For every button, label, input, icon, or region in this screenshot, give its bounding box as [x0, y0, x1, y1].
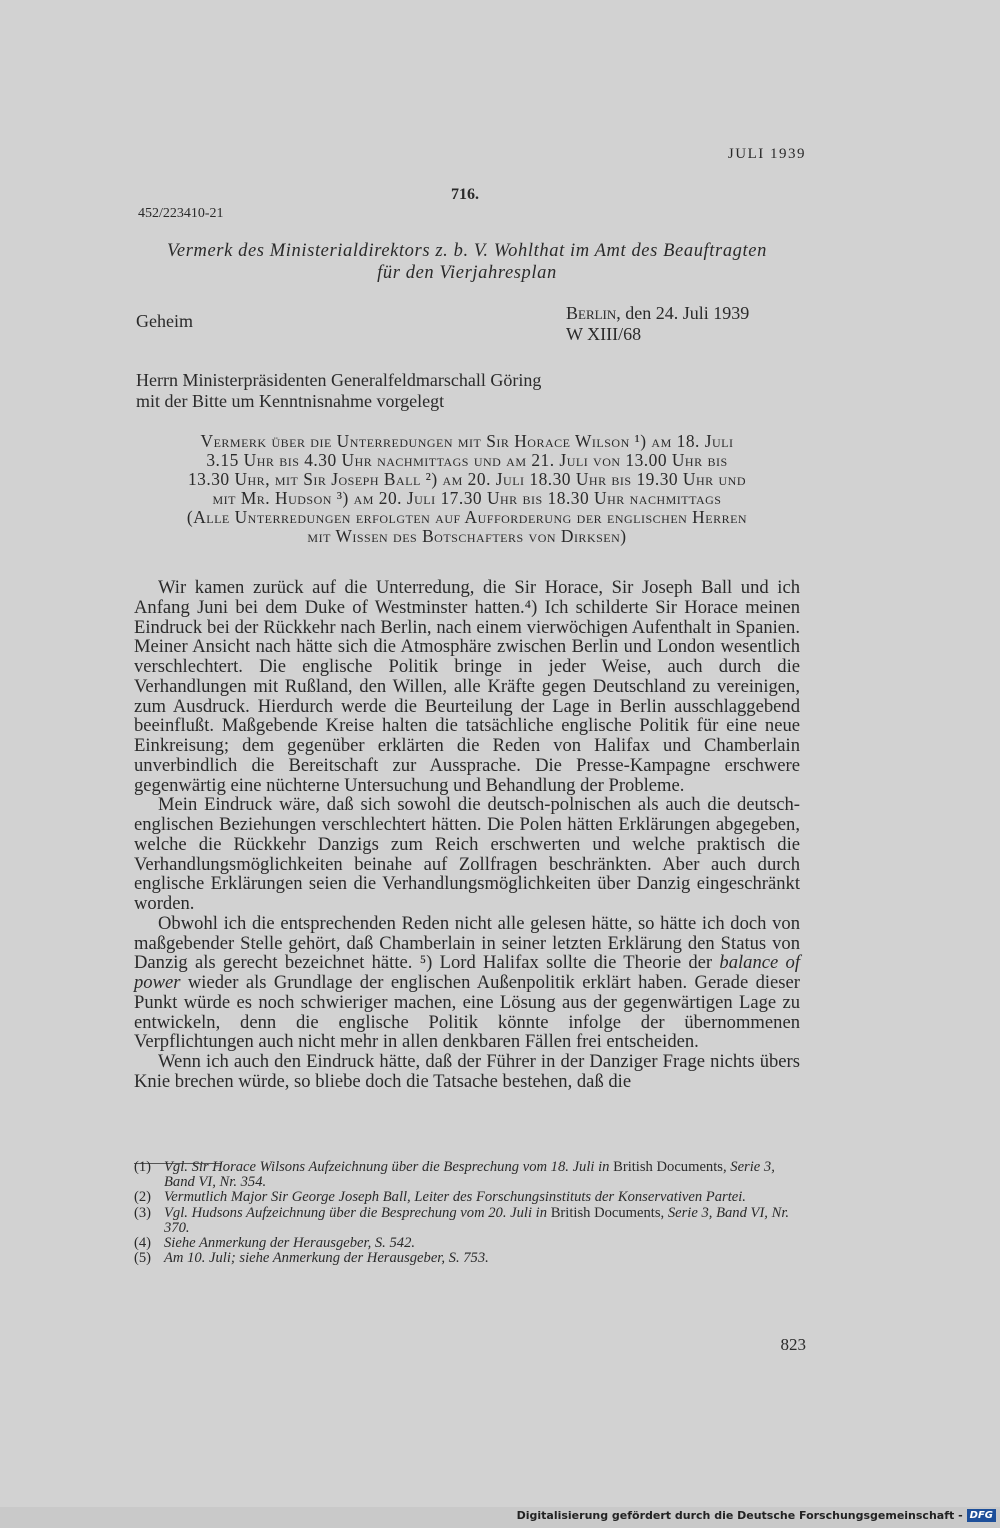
paragraph-text: Obwohl ich die entsprechenden Reden nicht alle gelesen hätte, so hätte ich doch von maßgebender Stelle gehört, daß Chamberlain in seiner letzten Erklärung den Status von Danzig als gerecht bezeichnet hätte. ⁵) Lord Halifax sollte die Theorie der [134, 912, 800, 974]
footnote-text [164, 1236, 800, 1251]
heading-line: 3.15 Uhr bis 4.30 Uhr nachmittags und am 21. Juli von 13.00 Uhr bis [206, 450, 728, 470]
footnote-text [164, 1251, 800, 1266]
dfg-logo-icon: DFG [967, 1509, 996, 1522]
running-head: JULI 1939 [727, 146, 806, 162]
footnote-text-part: Vgl. Hudsons Aufzeichnung über die Besprechung vom 20. Juli in [164, 1204, 551, 1221]
paragraph-text: wieder als Grundlage der englischen Außenpolitik erklärt haben. Gerade dieser Punkt würde es noch schwieriger machen, eine Lösung aus der gegenwärtigen Lage zu entwickeln, denn die englische Politik könnte infolge der übernommenen Verpflichtungen auch nicht mehr in allen denkbaren Fällen frei entscheiden. [134, 972, 800, 1053]
paragraph: Wir kamen zurück auf die Unterredung, die Sir Horace, Sir Joseph Ball und ich Anfang Juni bei dem Duke of Westminster hatten.⁴) Ich schilderte Sir Horace meinen Eindruck bei der Rückkehr nach Berlin, nach einem vierwöchigen Aufenthalt in Spanien. Meiner Ansicht nach hätte sich die Atmosphäre zwischen Berlin und London wesentlich verschlechtert. Die englische Politik bringe in jeder Weise, auch durch die Verhandlungen mit Rußland, den Willen, alle Kräfte gegen Deutschland zu vereinigen, zum Ausdruck. Hierdurch werde die Beurteilung der Lage in Berlin ausschlaggebend beeinflußt. Maßgebende Kreise halten die tatsächliche englische Politik für eine neue Einkreisung; dem gegenüber erklärten die Reden von Halifax und Chamberlain unverbindlich die Bereitschaft zur Aussprache. Die Presse-Kampagne erschwere gegenwärtig eine nüchterne Untersuchung und Behandlung der Probleme. [134, 577, 800, 796]
document-title [134, 240, 800, 284]
funding-notice-bar [517, 1505, 1000, 1526]
footnote-text [164, 1206, 800, 1236]
title-line: Vermerk des Ministerialdirektors z. b. V. Wohlthat im Amt des Beauftragten [167, 241, 767, 261]
footnote-text-part: British Documents, [613, 1159, 727, 1175]
addressee [136, 370, 541, 412]
footnotes [134, 1160, 800, 1266]
reference-number: W XIII/68 [566, 324, 642, 344]
place: Berlin, [566, 303, 621, 323]
footnote-text-part: Am 10. Juli; siehe Anmerkung der Herausgeber, S. 753. [164, 1250, 489, 1267]
footnote-text-part: Vgl. Sir Horace Wilsons Aufzeichnung über die Besprechung vom 18. Juli in [164, 1159, 614, 1175]
footnote [134, 1206, 800, 1236]
footnote-number: (1) [134, 1159, 152, 1175]
footnote-number: (3) [134, 1204, 152, 1221]
date: den 24. Juli 1939 [620, 303, 750, 323]
heading-line: 13.30 Uhr, mit Sir Joseph Ball ²) am 20. Juli 18.30 Uhr bis 19.30 Uhr und [187, 469, 747, 489]
paragraph: Mein Eindruck wäre, daß sich sowohl die deutsch-polnischen als auch die deutsch-englischen Beziehungen verschlechtert hätten. Die Polen hätten Erklärungen abgegeben, welche die Rückkehr Danzigs zum Reich erschwerten und welche praktisch die Verhandlungsmöglichkeiten beinahe auf Zollfragen beschränkten. Aber auch durch englische Erklärungen seien die Verhandlungsmöglichkeiten über Danzig eingeschränkt worden. [134, 794, 800, 914]
memo-heading [134, 432, 800, 546]
paragraph: Wenn ich auch den Eindruck hätte, daß der Führer in der Danziger Frage nichts übers Knie brechen würde, so bliebe doch die Tatsache bestehen, daß die [134, 1051, 800, 1092]
addressee-line: Herrn Ministerpräsidenten Generalfeldmarschall Göring [136, 370, 542, 390]
page-number: 823 [780, 1335, 806, 1354]
paragraph [134, 914, 800, 1052]
heading-line: mit Wissen des Botschafters von Dirksen) [307, 526, 627, 546]
footnote [134, 1160, 800, 1190]
place-and-date [566, 303, 749, 345]
footnote-text-part: British Documents, [550, 1204, 665, 1221]
addressee-line: mit der Bitte um Kenntnisnahme vorgelegt [136, 391, 445, 411]
body-text [134, 578, 800, 1092]
footnote-text-part: Siehe Anmerkung der Herausgeber, S. 542. [164, 1235, 416, 1252]
heading-line: (Alle Unterredungen erfolgten auf Aufforderung der englischen Herren [186, 507, 748, 527]
footnote-number: (4) [134, 1235, 152, 1252]
footnote-text [164, 1160, 800, 1190]
footnote-text [164, 1190, 800, 1205]
footnote-text-part: Serie 3, Band VI, Nr. 370. [164, 1204, 790, 1236]
footnote [134, 1190, 800, 1205]
classification-label: Geheim [136, 311, 193, 331]
heading-line: mit Mr. Hudson ³) am 20. Juli 17.30 Uhr bis 18.30 Uhr nachmittags [212, 488, 722, 508]
funding-notice: Digitalisierung gefördert durch die Deutsche Forschungsgemeinschaft - [516, 1509, 963, 1522]
heading-line: Vermerk über die Unterredungen mit Sir Horace Wilson ¹) am 18. Juli [200, 431, 734, 451]
footnote-number: (5) [134, 1250, 152, 1267]
document-number: 716. [451, 186, 479, 203]
footnote-text-part: Serie 3, Band VI, Nr. 354. [164, 1159, 775, 1191]
footnote [134, 1236, 800, 1251]
italic-phrase: balance of power [134, 952, 800, 993]
file-reference: 452/223410-21 [138, 206, 224, 221]
footnote-text-part: Vermutlich Major Sir George Joseph Ball, Leiter des Forschungsinstituts der Konservativen Partei. [164, 1189, 746, 1206]
title-line: für den Vierjahresplan [377, 263, 557, 283]
footnote-number: (2) [134, 1189, 152, 1206]
footnote [134, 1251, 800, 1266]
